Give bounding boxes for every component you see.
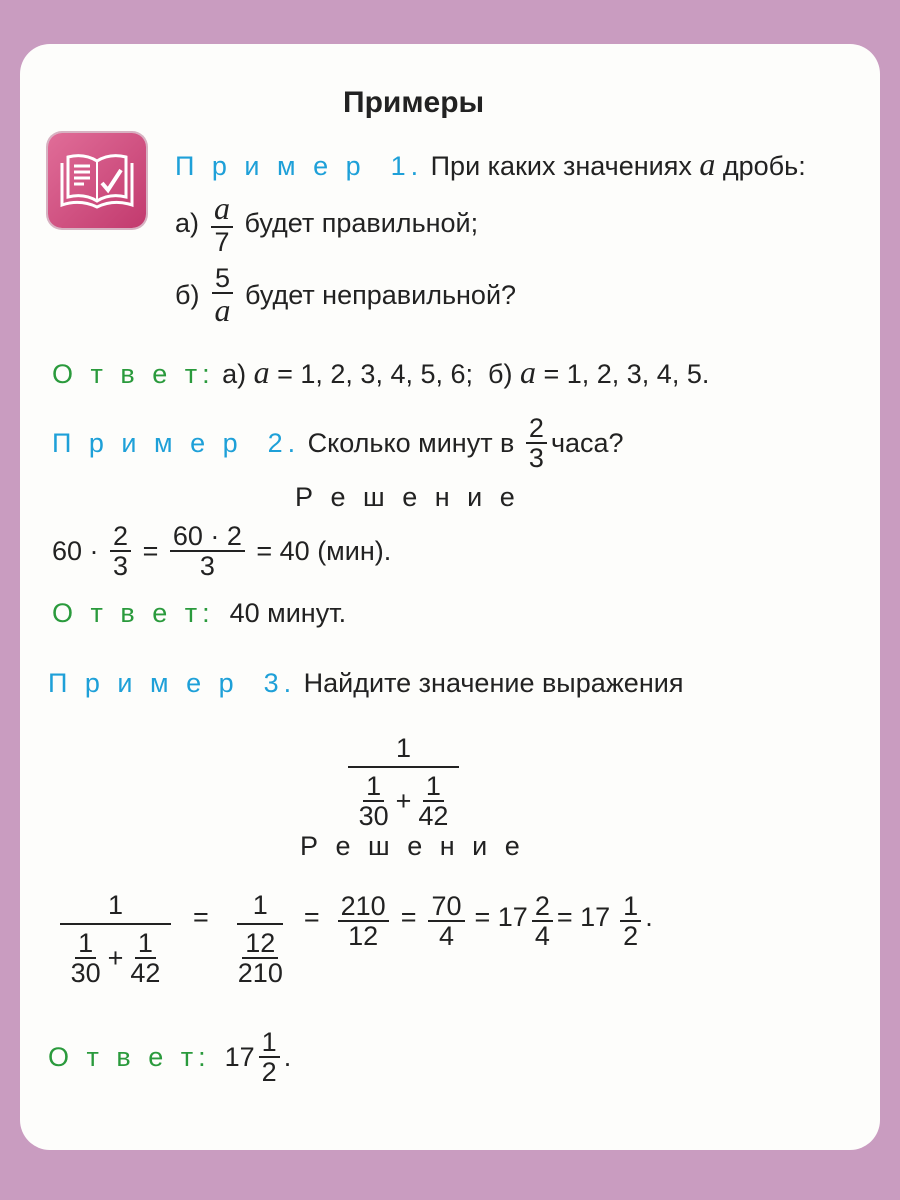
numerator: a	[211, 192, 233, 228]
example-3-solution	[60, 892, 653, 988]
numerator: 1	[620, 892, 641, 922]
example-text: При каких значениях	[423, 151, 700, 181]
example-1-heading	[175, 148, 806, 180]
denominator: 4	[534, 921, 550, 952]
page-title: Примеры	[343, 86, 485, 119]
fraction	[211, 264, 233, 328]
fraction	[68, 929, 104, 988]
example-1-part-b	[175, 264, 516, 328]
answer-1	[52, 356, 709, 388]
example-label: П р и м е р 2.	[52, 427, 301, 458]
mixed-whole: = 17	[556, 902, 611, 932]
equals: =	[400, 902, 417, 932]
example-text: Найдите значение выражения	[296, 668, 684, 698]
numerator: 70	[428, 892, 464, 922]
calc-text: 60 ·	[52, 535, 107, 566]
fraction	[356, 772, 392, 831]
numerator: 2	[110, 522, 131, 552]
numerator: 2	[532, 892, 553, 922]
answer-label: О т в е т:	[52, 598, 215, 628]
fraction	[127, 929, 163, 988]
answer-text: = 1, 2, 3, 4, 5, 6; б)	[269, 359, 520, 389]
part-text: будет неправильной?	[237, 280, 517, 311]
example-label: П р и м е р 3.	[48, 668, 297, 698]
numerator: 5	[212, 264, 233, 294]
equals: =	[193, 902, 209, 932]
variable: a	[699, 146, 716, 182]
example-3-heading	[48, 670, 683, 697]
plus: +	[395, 785, 412, 816]
variable: a	[519, 354, 536, 390]
fraction	[620, 892, 641, 951]
example-1-part-a	[175, 192, 478, 256]
denominator: 30	[358, 801, 389, 832]
denominator: 42	[418, 801, 449, 832]
denominator: 2	[261, 1057, 277, 1088]
solution-heading: Р е ш е н и е	[295, 482, 520, 512]
part-label: а)	[175, 208, 200, 239]
example-text: часа?	[550, 427, 624, 458]
numerator: 12	[242, 929, 278, 959]
answer-label: О т в е т:	[52, 359, 215, 389]
numerator: 1	[348, 735, 459, 768]
fraction	[415, 772, 451, 831]
fraction	[110, 522, 131, 581]
part-label: б)	[175, 280, 200, 311]
denominator: a	[214, 292, 231, 329]
numerator: 1	[423, 772, 444, 802]
complex-fraction	[60, 892, 171, 988]
denominator: 42	[130, 958, 161, 989]
equals: =	[303, 902, 320, 932]
numerator: 210	[338, 892, 389, 922]
complex-fraction	[348, 735, 459, 831]
numerator: 1	[363, 772, 384, 802]
numerator: 60 · 2	[170, 522, 245, 552]
denominator: 3	[199, 551, 215, 582]
fraction	[338, 892, 389, 951]
numerator: 1	[259, 1028, 280, 1058]
numerator: 1	[75, 929, 96, 959]
part-text: будет правильной;	[237, 208, 479, 239]
period: .	[283, 1041, 292, 1072]
answer-label: О т в е т:	[48, 1041, 211, 1072]
fraction	[532, 892, 553, 951]
numerator: 1	[60, 892, 171, 925]
denominator	[352, 768, 456, 831]
denominator: 7	[214, 226, 230, 257]
example-text: дробь:	[715, 151, 806, 181]
answer-text: а)	[214, 359, 254, 389]
denominator: 4	[438, 921, 454, 952]
denominator: 210	[237, 958, 283, 989]
example-text: Сколько минут в	[300, 427, 522, 458]
calc-result: = 40 (мин).	[248, 535, 392, 566]
fraction	[526, 414, 547, 473]
numerator: 2	[526, 414, 547, 444]
denominator: 30	[70, 958, 101, 989]
fraction	[259, 1028, 280, 1087]
period: .	[645, 902, 653, 932]
variable: a	[253, 354, 270, 390]
answer-text: 40 минут.	[214, 598, 347, 628]
numerator: 1	[237, 892, 283, 925]
answer-2	[52, 600, 346, 627]
solution-heading: Р е ш е н и е	[300, 831, 525, 861]
plus: +	[107, 942, 124, 973]
denominator	[235, 925, 286, 988]
denominator: 3	[528, 443, 544, 474]
fraction	[211, 192, 233, 256]
example-3-expression	[333, 708, 459, 831]
fraction	[170, 522, 245, 581]
mixed-whole: = 17	[474, 902, 528, 932]
mixed-whole: 17	[224, 1041, 255, 1072]
denominator: 2	[623, 921, 639, 952]
denominator	[64, 925, 168, 988]
equals: =	[135, 535, 166, 566]
denominator: 12	[348, 921, 379, 952]
example-2-calculation	[52, 522, 391, 581]
example-label: П р и м е р 1.	[175, 151, 424, 181]
denominator: 3	[113, 551, 129, 582]
answer-3	[48, 1028, 291, 1087]
example-2-heading	[52, 414, 624, 473]
complex-fraction	[231, 892, 290, 988]
numerator: 1	[135, 929, 156, 959]
fraction	[428, 892, 464, 951]
open-book-check-icon	[48, 133, 146, 228]
answer-text: = 1, 2, 3, 4, 5.	[535, 359, 710, 389]
